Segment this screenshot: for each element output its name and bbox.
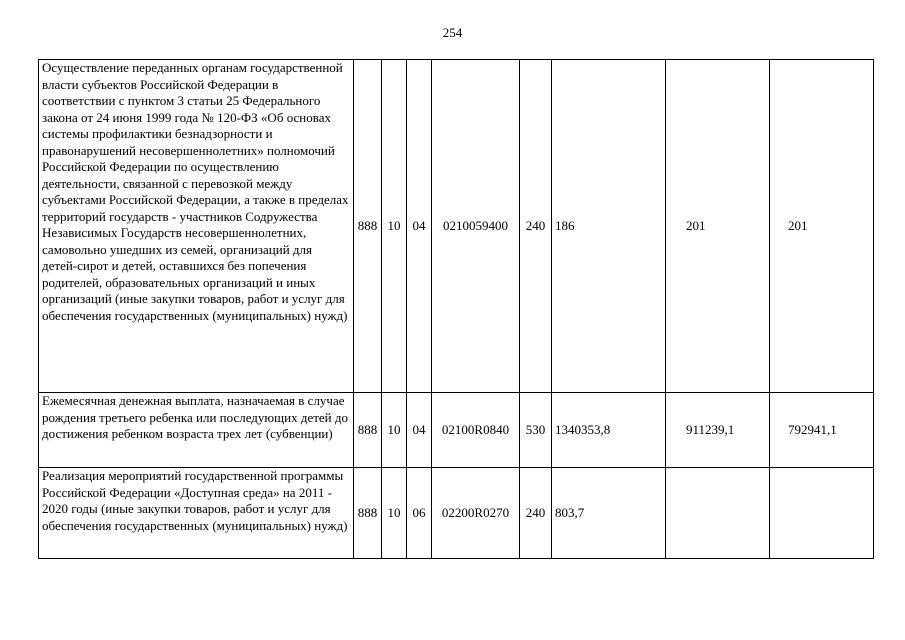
expense-type-code: 240	[520, 60, 552, 393]
page-number: 254	[442, 25, 463, 40]
amount-year-3	[770, 468, 874, 559]
subsection-code: 06	[407, 468, 432, 559]
amount-year-2	[666, 468, 770, 559]
subsection-code: 04	[407, 60, 432, 393]
amount-year-3: 201	[770, 60, 874, 393]
table-row	[39, 468, 874, 559]
target-code: 0210059400	[432, 60, 520, 393]
expense-type-code: 240	[520, 468, 552, 559]
amount-year-3: 792941,1	[770, 393, 874, 468]
section-code: 10	[382, 468, 407, 559]
expense-type-code: 530	[520, 393, 552, 468]
amount-year-1: 186	[552, 60, 666, 393]
ministry-code: 888	[354, 393, 382, 468]
target-code: 02100R0840	[432, 393, 520, 468]
budget-table	[38, 59, 874, 559]
amount-year-2: 911239,1	[666, 393, 770, 468]
ministry-code: 888	[354, 468, 382, 559]
amount-year-1: 803,7	[552, 468, 666, 559]
target-code: 02200R0270	[432, 468, 520, 559]
section-code: 10	[382, 60, 407, 393]
table-row	[39, 393, 874, 468]
section-code: 10	[382, 393, 407, 468]
row-description: Реализация мероприятий государственной программы Российской Федерации «Доступная среда» на 2011 - 2020 годы (иные закупки товаров, работ и услуг для обеспечения государственных (муниципальных) нужд)	[39, 468, 354, 559]
row-description: Ежемесячная денежная выплата, назначаемая в случае рождения третьего ребенка или последующих детей до достижения ребенком возраста трех лет (субвенции)	[39, 393, 354, 468]
amount-year-1: 1340353,8	[552, 393, 666, 468]
ministry-code: 888	[354, 60, 382, 393]
table-row	[39, 60, 874, 393]
subsection-code: 04	[407, 393, 432, 468]
row-description: Осуществление переданных органам государственной власти субъектов Российской Федерации в соответствии с пунктом 3 статьи 25 Федерального закона от 24 июня 1999 года № 120-ФЗ «Об основах системы профилактики безнадзорности и правонарушений несовершеннолетних» полномочий Российской Федерации по осуществлению деятельности, связанной с перевозкой между субъектами Российской Федерации, а также в пределах территорий государств - участников Содружества Независимых Государств несовершеннолетних, самовольно ушедших из семей, организаций для детей-сирот и детей, оставшихся без попечения родителей, образовательных организаций и иных организаций (иные закупки товаров, работ и услуг для обеспечения государственных (муниципальных) нужд)	[39, 60, 354, 393]
amount-year-2: 201	[666, 60, 770, 393]
